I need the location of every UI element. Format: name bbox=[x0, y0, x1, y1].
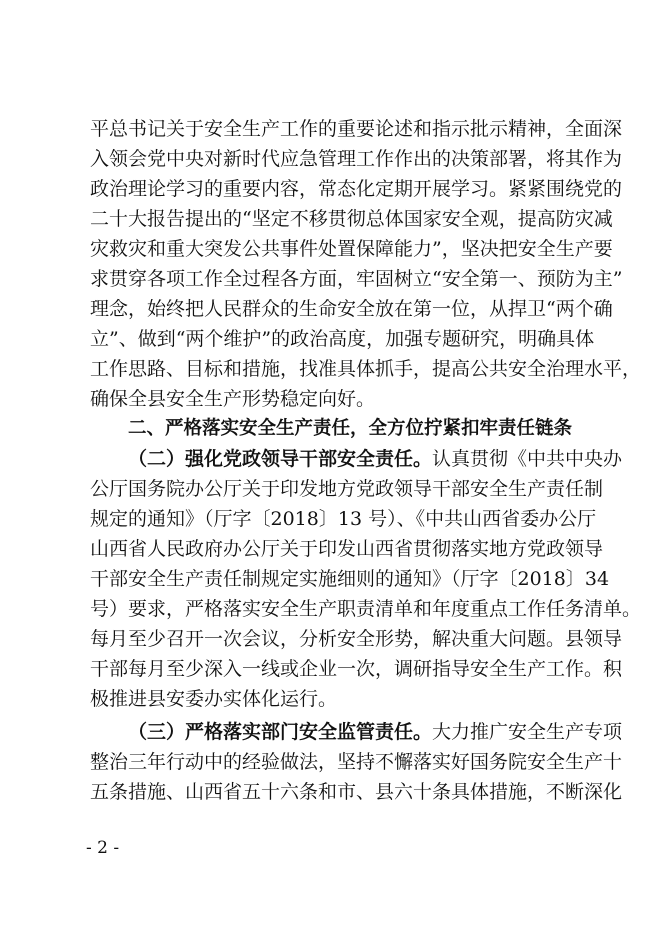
text-fragment: 大力推广安全生产专项 bbox=[432, 721, 623, 743]
text-line: 干部每月至少深入一线或企业一次，调研指导安全生产工作。积 bbox=[90, 658, 623, 680]
text-line: 工作思路、目标和措施，找准具体抓手，提高公共安全治理水平， bbox=[90, 358, 642, 380]
text-line-first bbox=[90, 717, 623, 747]
paragraph-department-supervision bbox=[90, 717, 623, 807]
text-line: 灾救灾和重大突发公共事件处置保障能力”，坚决把安全生产要 bbox=[90, 238, 613, 260]
subsection-title: （二）强化党政领导干部安全责任。 bbox=[128, 448, 433, 470]
text-line: 确保全县安全生产形势稳定向好。 bbox=[90, 388, 376, 410]
text-line: 二十大报告提出的“坚定不移贯彻总体国家安全观，提高防灾减 bbox=[90, 208, 613, 230]
text-line: 五条措施、山西省五十六条和市、县六十条具体措施，不断深化 bbox=[90, 781, 623, 803]
paragraph-party-leaders-responsibility bbox=[90, 444, 642, 714]
document-body bbox=[90, 114, 642, 807]
text-line-first bbox=[90, 444, 623, 474]
text-line: 政治理论学习的重要内容，常态化定期开展学习。紧紧围绕党的 bbox=[90, 178, 623, 200]
text-line: 号）要求，严格落实安全生产职责清单和年度重点工作任务清单。 bbox=[90, 598, 642, 620]
text-line: 立”、做到“两个维护”的政治高度，加强专题研究，明确具体 bbox=[90, 328, 595, 350]
text-fragment: 认真贯彻《中共中央办 bbox=[432, 448, 623, 470]
text-line: 干部安全生产责任制规定实施细则的通知》（厅字〔2018〕34 bbox=[90, 568, 610, 590]
text-line: 公厅国务院办公厅关于印发地方党政领导干部安全生产责任制 bbox=[90, 478, 604, 500]
paragraph-political-study bbox=[90, 114, 642, 414]
text-line: 理念，始终把人民群众的生命安全放在第一位，从捍卫“两个确 bbox=[90, 298, 613, 320]
section-heading: 二、严格落实安全生产责任，全方位拧紧扣牢责任链条 bbox=[128, 418, 573, 439]
text-line: 整治三年行动中的经验做法，坚持不懈落实好国务院安全生产十 bbox=[90, 751, 623, 773]
text-line: 规定的通知》（厅字〔2018〕13 号）、《中共山西省委办公厅 bbox=[90, 508, 597, 530]
page-number: - 2 - bbox=[86, 838, 120, 858]
text-line: 山西省人民政府办公厅关于印发山西省贯彻落实地方党政领导 bbox=[90, 538, 604, 560]
text-line: 每月至少召开一次会议，分析安全形势，解决重大问题。县领导 bbox=[90, 628, 623, 650]
text-line: 求贯穿各项工作全过程各方面，牢固树立“安全第一、预防为主” bbox=[90, 268, 623, 290]
text-line: 入领会党中央对新时代应急管理工作作出的决策部署，将其作为 bbox=[90, 148, 623, 170]
subsection-title: （三）严格落实部门安全监管责任。 bbox=[128, 721, 433, 743]
text-line: 平总书记关于安全生产工作的重要论述和指示批示精神，全面深 bbox=[90, 118, 623, 140]
text-line: 极推进县安委办实体化运行。 bbox=[90, 688, 338, 710]
